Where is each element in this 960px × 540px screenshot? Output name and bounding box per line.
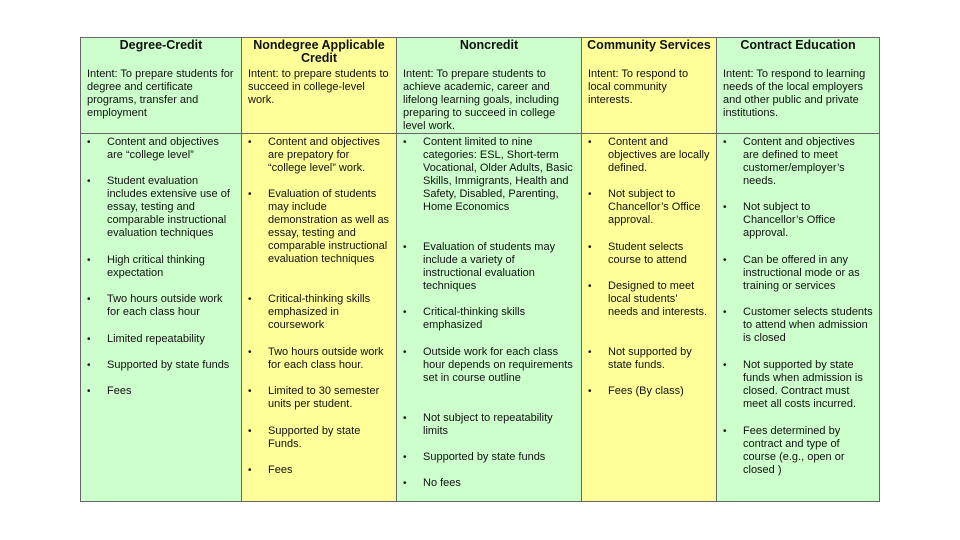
list-item: • Content and objectives are locally defined. [588, 136, 710, 174]
list-item: • Critical-thinking skills emphasized in coursework [248, 293, 371, 331]
intent-text: Intent: To prepare students for degree and certificate programs, transfer and employment [81, 66, 241, 134]
bullet-icon: • [87, 386, 91, 397]
list-item: • Supported by state funds [403, 451, 546, 463]
list-item: • Fees [87, 385, 132, 397]
bullet-icon: • [87, 255, 91, 266]
list-item: • Content and objectives are “college level” [87, 136, 219, 161]
bullet-icon: • [723, 255, 727, 266]
list-item: • Evaluation of students may include demonstration as well as essay, testing and comparable instructional evaluation techniques [248, 188, 390, 265]
bullet-icon: • [588, 137, 592, 148]
comparison-table [80, 37, 880, 502]
column-noncredit [396, 38, 581, 501]
bullet-icon: • [248, 386, 252, 397]
bullet-icon: • [403, 137, 407, 148]
list-item: • Fees [248, 464, 293, 476]
bullet-icon: • [248, 426, 252, 437]
list-item: • Evaluation of students may include a variety of instructional evaluation techniques [403, 241, 556, 292]
bullet-icon: • [403, 307, 407, 318]
column-header: Community Services [587, 38, 711, 52]
bullet-icon: • [588, 281, 592, 292]
list-item: • Two hours outside work for each class hour. [248, 346, 384, 371]
bullet-icon: • [588, 386, 592, 397]
bullet-icon: • [403, 452, 407, 463]
column-community-services [581, 38, 716, 501]
bullet-icon: • [87, 294, 91, 305]
list-item: • High critical thinking expectation [87, 254, 205, 279]
list-item: • Designed to meet local students’ needs and interests. [588, 280, 708, 318]
bullet-icon: • [403, 478, 407, 489]
bullet-icon: • [403, 242, 407, 253]
bullet-icon: • [248, 465, 252, 476]
intent-text: Intent: To respond to local community interests. [582, 66, 716, 134]
list-item: • Supported by state funds [87, 359, 230, 371]
bullet-icon: • [588, 189, 592, 200]
intent-text: Intent: To respond to learning needs of the local employers and other public and private institutions. [717, 66, 879, 134]
bullet-icon: • [723, 137, 727, 148]
list-item: • Content and objectives are defined to meet customer/employer’s needs. [723, 136, 855, 187]
list-item: • Two hours outside work for each class hour [87, 293, 223, 318]
bullet-icon: • [248, 189, 252, 200]
bullet-icon: • [588, 242, 592, 253]
bullet-icon: • [87, 176, 91, 187]
bullet-icon: • [588, 347, 592, 358]
list-item: • Critical-thinking skills emphasized [403, 306, 526, 331]
list-item: • Supported by state Funds. [248, 425, 361, 450]
list-item: • Customer selects students to attend when admission is closed [723, 306, 873, 344]
list-item: • Content and objectives are prepatory for “college level” work. [248, 136, 380, 174]
list-item: • Outside work for each class hour depends on requirements set in course outline [403, 346, 573, 384]
bullet-icon: • [248, 347, 252, 358]
column-header: Degree-Credit [119, 38, 203, 52]
column-header: Noncredit [459, 38, 519, 52]
intent-text: Intent: To prepare students to achieve academic, career and lifelong learning goals, including preparing to succeed in college level work. [397, 66, 581, 134]
bullet-icon: • [723, 307, 727, 318]
list-item: • Content limited to nine categories: ESL, Short-term Vocational, Older Adults, Basic Skills, Immigrants, Health and Safety, Disabled, Parenting, Home Economics [403, 136, 573, 213]
list-item: • Not subject to Chancellor’s Office approval. [723, 201, 836, 239]
bullet-icon: • [723, 202, 727, 213]
intent-text: Intent: to prepare students to succeed in college-level work. [242, 66, 396, 134]
list-item: • Fees (By class) [588, 385, 684, 397]
list-item: • Not supported by state funds when admission is closed. Contract must meet all costs incurred. [723, 359, 863, 410]
list-item: • Student evaluation includes extensive use of essay, testing and comparable instructional evaluation techniques [87, 175, 230, 239]
column-header: Nondegree Applicable Credit [253, 38, 385, 65]
bullet-icon: • [403, 413, 407, 424]
list-item: • Not supported by state funds. [588, 346, 692, 371]
list-item: • Limited repeatability [87, 333, 205, 345]
list-item: • Student selects course to attend [588, 241, 687, 266]
column-contract-education [716, 38, 879, 501]
bullet-icon: • [87, 334, 91, 345]
list-item: • Fees determined by contract and type of course (e.g., open or closed ) [723, 425, 845, 476]
bullet-icon: • [87, 360, 91, 371]
column-header: Contract Education [740, 38, 856, 52]
list-item: • No fees [403, 477, 461, 489]
column-degree-credit [81, 38, 241, 501]
list-item: • Not subject to repeatability limits [403, 412, 553, 437]
bullet-icon: • [403, 347, 407, 358]
bullet-icon: • [723, 426, 727, 437]
bullet-icon: • [248, 137, 252, 148]
list-item: • Limited to 30 semester units per student. [248, 385, 380, 410]
list-item: • Not subject to Chancellor’s Office approval. [588, 188, 701, 226]
bullet-icon: • [87, 137, 91, 148]
list-item: • Can be offered in any instructional mode or as training or services [723, 254, 860, 292]
bullet-icon: • [723, 360, 727, 371]
column-nondegree-applicable-credit [241, 38, 396, 501]
bullet-icon: • [248, 294, 252, 305]
